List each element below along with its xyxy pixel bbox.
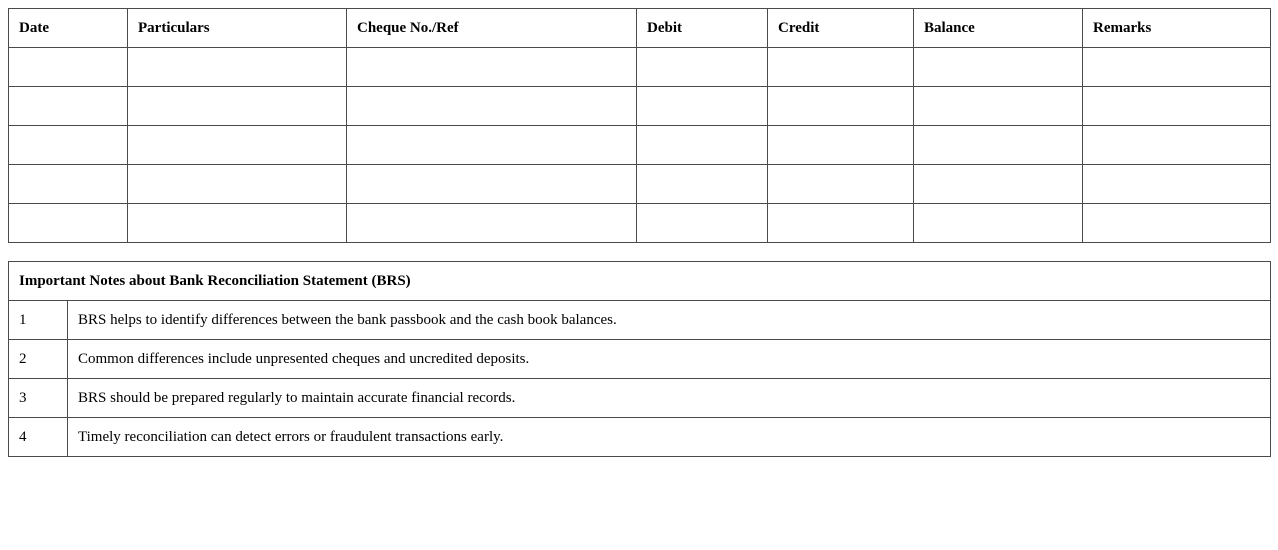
table-cell: [9, 165, 128, 204]
table-cell: [637, 126, 768, 165]
ledger-table: [8, 8, 1271, 243]
header-cheque-ref: Cheque No./Ref: [347, 9, 637, 48]
note-number: 2: [9, 340, 68, 379]
note-text: BRS helps to identify differences between the bank passbook and the cash book balances.: [68, 301, 1271, 340]
note-number: 4: [9, 418, 68, 457]
table-cell: [1083, 165, 1271, 204]
table-cell: [914, 126, 1083, 165]
table-cell: [768, 48, 914, 87]
table-cell: [1083, 87, 1271, 126]
table-cell: [128, 204, 347, 243]
table-cell: [637, 165, 768, 204]
table-cell: [637, 204, 768, 243]
table-row: [9, 48, 1271, 87]
header-date: Date: [9, 9, 128, 48]
header-balance: Balance: [914, 9, 1083, 48]
note-row: [9, 340, 1271, 379]
table-row: [9, 204, 1271, 243]
note-text: Timely reconciliation can detect errors or fraudulent transactions early.: [68, 418, 1271, 457]
ledger-header-row: [9, 9, 1271, 48]
table-cell: [768, 126, 914, 165]
note-row: [9, 418, 1271, 457]
table-cell: [9, 87, 128, 126]
table-cell: [914, 48, 1083, 87]
note-text: Common differences include unpresented cheques and uncredited deposits.: [68, 340, 1271, 379]
note-number: 1: [9, 301, 68, 340]
note-row: [9, 301, 1271, 340]
notes-title: Important Notes about Bank Reconciliation Statement (BRS): [9, 262, 1271, 301]
table-cell: [347, 165, 637, 204]
table-cell: [914, 87, 1083, 126]
table-cell: [347, 126, 637, 165]
table-cell: [768, 165, 914, 204]
table-cell: [128, 87, 347, 126]
table-cell: [9, 126, 128, 165]
header-debit: Debit: [637, 9, 768, 48]
notes-table: [8, 261, 1271, 457]
table-row: [9, 165, 1271, 204]
table-cell: [347, 204, 637, 243]
header-remarks: Remarks: [1083, 9, 1271, 48]
header-credit: Credit: [768, 9, 914, 48]
note-number: 3: [9, 379, 68, 418]
table-row: [9, 87, 1271, 126]
table-cell: [128, 165, 347, 204]
table-cell: [347, 87, 637, 126]
table-cell: [768, 87, 914, 126]
table-row: [9, 126, 1271, 165]
table-cell: [9, 48, 128, 87]
table-cell: [347, 48, 637, 87]
table-cell: [9, 204, 128, 243]
notes-title-row: [9, 262, 1271, 301]
table-cell: [128, 126, 347, 165]
table-cell: [1083, 48, 1271, 87]
table-cell: [914, 204, 1083, 243]
note-row: [9, 379, 1271, 418]
table-cell: [1083, 126, 1271, 165]
table-cell: [1083, 204, 1271, 243]
note-text: BRS should be prepared regularly to maintain accurate financial records.: [68, 379, 1271, 418]
table-cell: [914, 165, 1083, 204]
table-cell: [128, 48, 347, 87]
table-cell: [637, 48, 768, 87]
table-cell: [637, 87, 768, 126]
header-particulars: Particulars: [128, 9, 347, 48]
table-cell: [768, 204, 914, 243]
